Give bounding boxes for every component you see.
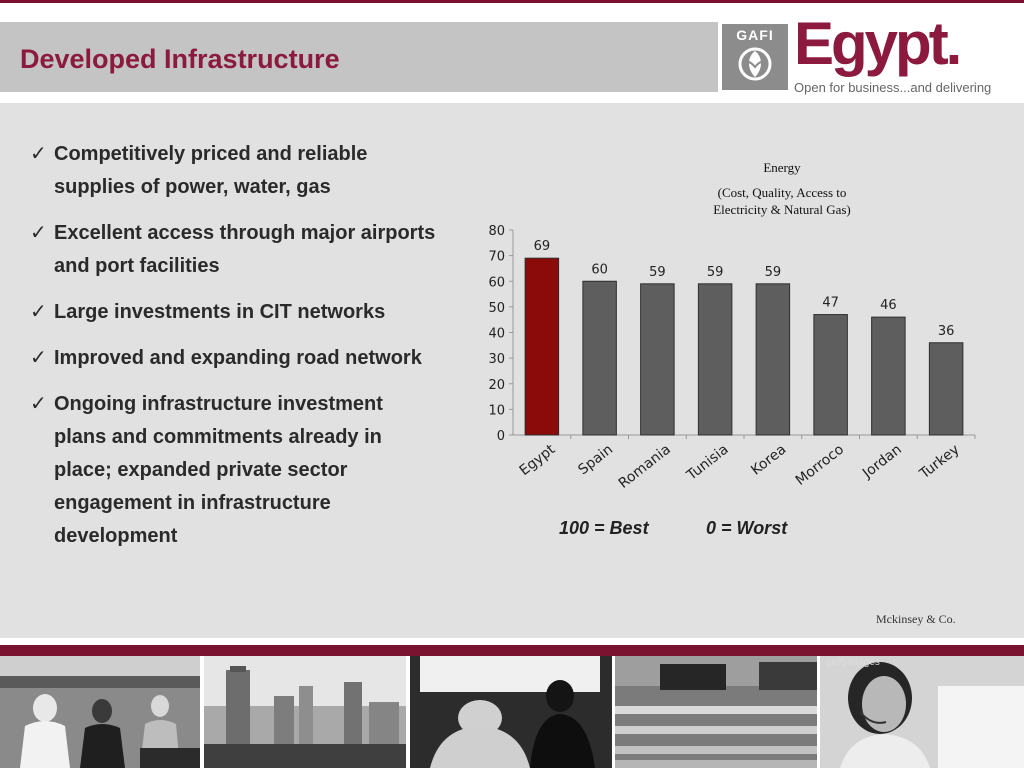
bullet-item [30,296,440,329]
slide-title: Developed Infrastructure [20,44,340,74]
bar-tunisia [698,284,731,435]
y-tick-label: 40 [488,326,505,342]
bullet-item [30,217,440,283]
data-label: 59 [706,264,724,280]
scale-worst-label: 0 = Worst [706,518,788,538]
data-label: 59 [764,264,782,280]
chart-subtitle-line1: (Cost, Quality, Access to [717,185,847,200]
x-tick-label: Turkey [916,441,963,483]
scale-best-label: 100 = Best [559,518,649,538]
bullet-item [30,342,440,375]
bullet-text: Improved and expanding road network [54,347,422,369]
y-tick-label: 20 [488,377,505,393]
y-tick-label: 80 [488,224,505,239]
bar-morroco [814,315,847,435]
x-tick-label: Romania [615,441,674,492]
bar-egypt [525,258,558,435]
brand-tagline: Open for business...and delivering [794,80,992,95]
y-tick-label: 50 [488,300,505,316]
chart-title: Energy [763,160,801,175]
y-tick-label: 10 [488,403,505,419]
chart-subtitle-line2: Electricity & Natural Gas) [713,202,851,217]
photo-trade-fair [0,656,200,768]
data-label: 69 [533,239,551,255]
x-tick-label: Tunisia [684,441,732,484]
brand-wordmark: Egypt. [794,10,960,77]
photo-city-skyline [204,656,406,768]
data-label: 47 [822,295,839,311]
bar-romania [641,284,674,435]
x-tick-label: Morroco [792,441,848,489]
x-tick-label: Jordan [859,441,905,482]
photo-trading-floor [615,656,817,768]
y-tick-label: 60 [488,275,505,291]
bullet-item [30,388,440,553]
data-label: 36 [937,323,955,339]
photo-business-meeting [410,656,612,768]
bar-korea [756,284,789,435]
y-tick-label: 0 [496,429,505,444]
checkmark-icon: ✓ [30,301,47,323]
bullet-text: Ongoing infrastructure investment plans and commitments already in place; expanded private sector engagement in infrastructure development [54,393,383,547]
x-tick-label: Korea [748,441,790,479]
data-label: 46 [880,298,897,314]
footer-band [0,645,1024,656]
gafi-badge [722,24,788,90]
x-tick-label: Egypt [516,441,559,480]
bar-jordan [872,317,905,435]
gafi-emblem-icon [735,45,775,83]
y-tick-label: 30 [488,352,505,368]
energy-bar-chart [470,215,990,505]
checkmark-icon: ✓ [30,347,47,369]
checkmark-icon: ✓ [30,143,47,165]
top-rule [0,0,1024,3]
checkmark-icon: ✓ [30,222,47,244]
checkmark-icon: ✓ [30,393,47,415]
source-note: Mckinsey & Co. [876,612,956,626]
bar-turkey [929,343,962,435]
data-label: 60 [591,262,608,278]
bullet-text: Large investments in CIT networks [54,301,386,323]
bullet-item [30,138,440,204]
x-tick-label: Spain [575,441,617,479]
y-tick-label: 70 [488,249,505,265]
data-label: 59 [649,264,666,280]
bullet-text: Excellent access through major airports and port facilities [54,222,436,277]
bullet-list [30,138,440,566]
photo-call-center [820,656,1024,768]
bullet-text: Competitively priced and reliable supplies of power, water, gas [54,143,368,198]
photo-watermark: gettyimages [826,657,880,668]
bar-spain [583,281,616,435]
gafi-badge-text: GAFI [736,27,774,43]
